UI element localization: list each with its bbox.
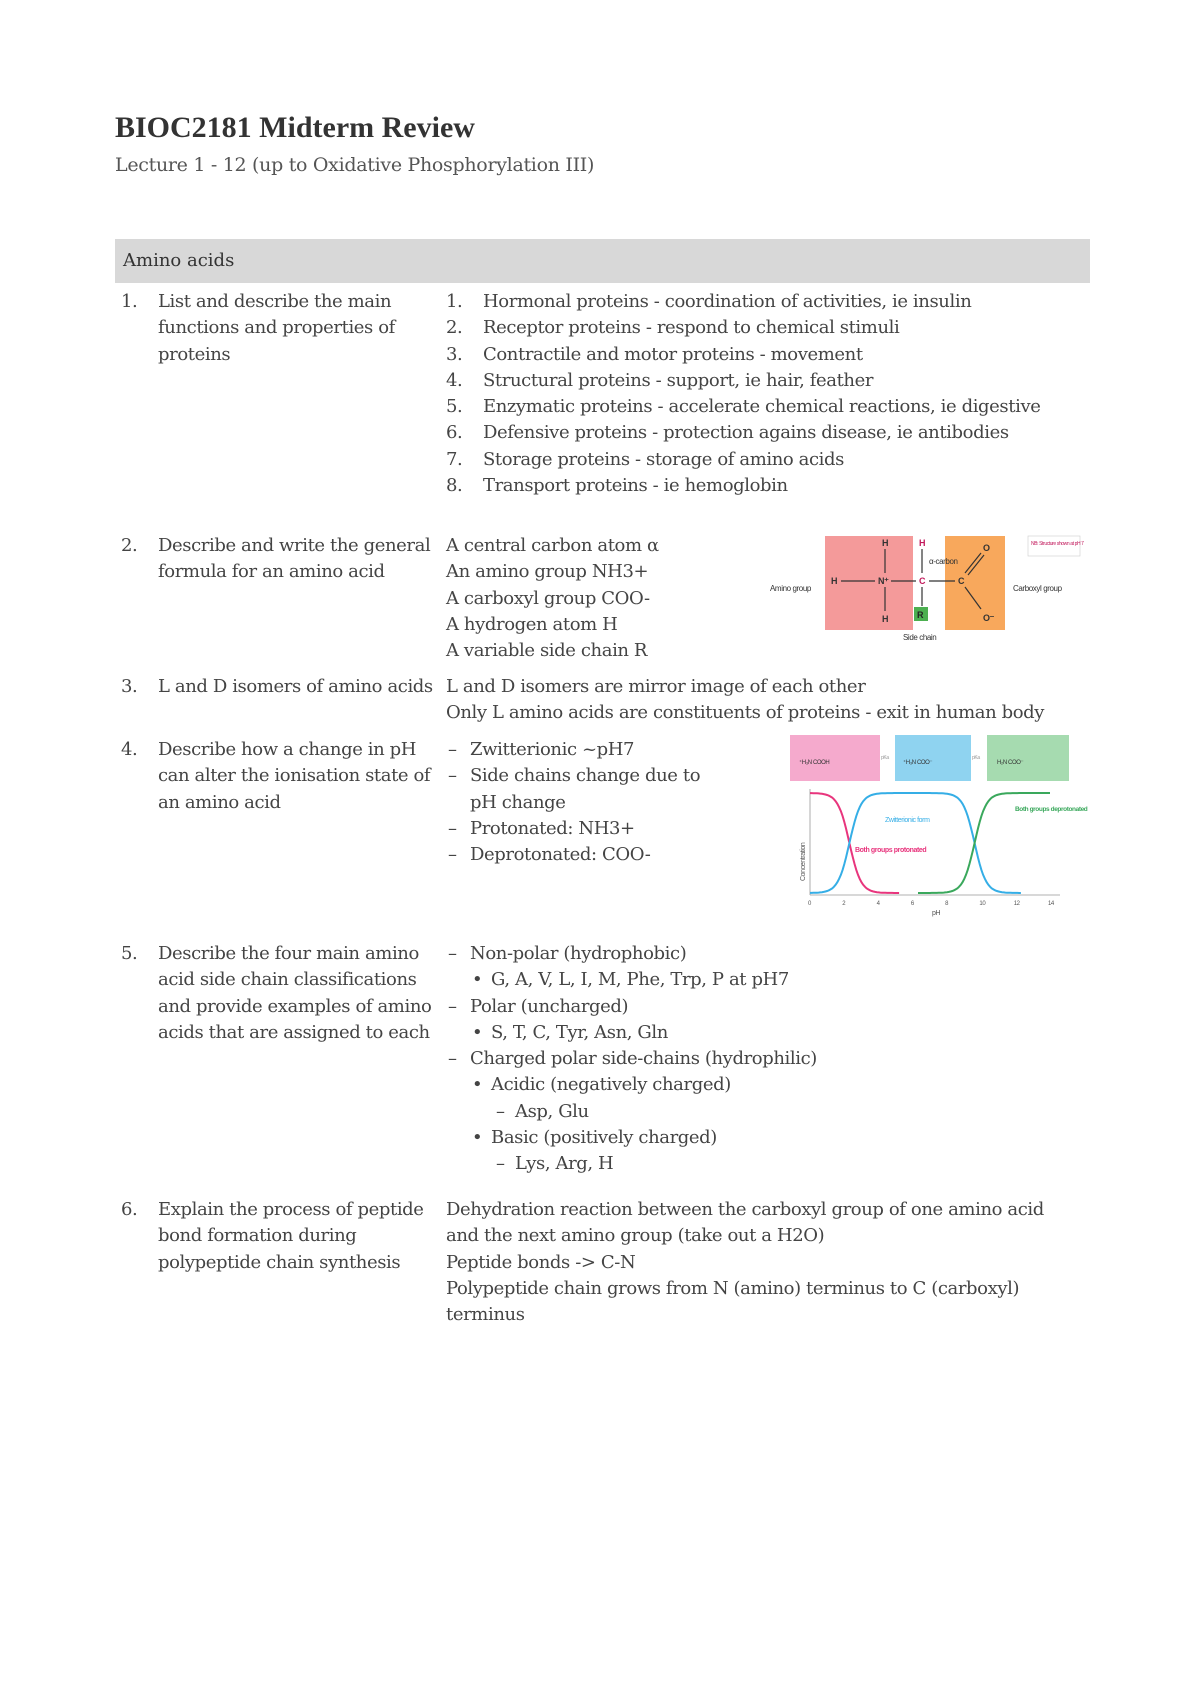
deprotonated-box xyxy=(987,735,1069,781)
structure-label: H₂N COO⁻ xyxy=(997,760,1024,766)
x-tick-label: 4 xyxy=(876,901,880,907)
structure-label: ⁺H₃N COO⁻ xyxy=(903,760,933,766)
protonated-box xyxy=(790,735,880,781)
list-item: • S, T, C, Tyr, Asn, Gln xyxy=(446,1020,1086,1046)
list-item: 5. Enzymatic proteins - accelerate chemical reactions, ie digestive xyxy=(446,396,1041,418)
atom-label: O⁻ xyxy=(983,613,994,623)
protonated-label: Both groups protonated xyxy=(855,847,927,854)
deprotonated-label: Both groups deprotonated xyxy=(1015,806,1088,813)
question-text: List and describe the main functions and properties of proteins xyxy=(158,291,395,365)
carboxyl-group-box xyxy=(945,536,1005,630)
document-page: BIOC2181 Midterm Review Lecture 1 - 12 (up to Oxidative Phosphorylation III) Amino acids 1. List and describe the main functions and properties of proteins 1. Hormonal proteins - coordination of activities, ie insulin 2. Receptor proteins - respond to chemical stimuli 3. Contractile and motor proteins - movement 4. Structural proteins - support, ie hair, feather 5. Enzymatic proteins - accelerate chemical reactions, ie digestive 6. Defensive proteins - protection agains disease, ie antibodies 7. Storage proteins - storage of amino acids 8. Transport proteins - ie hemoglobin 2. Describe and write the general formula for an amino acid A central carbon atom α An amino group NH3+ A carboxyl group COO- A hydrogen atom H A variable side chain R Amino group Carboxyl group H H H N⁺ H C R C O O⁻ α-carbon Side chain NB: Structure shown at pH 7 3. L and D isomers of amino acids L and D isomers are mirror image of each other Only L amino acids are constituents of proteins - exit in human body 4. Describe how a change in pH can alter the ionisation state of an amino acid – Zwitterionic ~pH7 – Side chains change due to pH change – Protonated: NH3+ – Deprotonated: COO- ⁺H₃N COOH ⁺H₃N COO⁻ H₂N COO⁻ pKa pKa Concentration 0 2 4 6 8 10 12 14 pH Zwitterionic form Both groups protonated Both groups deprotonated 5. Describe the four main amino acid side chain classifications and provide examples of amino acids that are assigned to each – Non-polar (hydrophobic) • G, A, V, L, I, M, Phe, Trp, P at pH7 – Polar (uncharged) • S, T, C, Tyr, Asn, Gln – Charged polar side-chains (hydrophilic) • Acidic (negatively charged) – Asp, Glu • Basic (positively charged) – Lys, Arg, H 6. Explain the process of peptide bond formation during polypeptide chain synthesis Dehydration reaction between the carboxyl group of one amino acid and the next amino group (take out a H2O) Peptide bonds -> C-N Polypeptide chain grows from N (amino) terminus to C (carboxyl) terminus xyxy=(115,110,1090,178)
atom-label: H xyxy=(831,576,838,586)
list-item: 7. Storage proteins - storage of amino acids xyxy=(446,448,844,470)
x-tick-label: 10 xyxy=(979,901,986,907)
answer-cell: A central carbon atom α An amino group NH3+ A carboxyl group COO- A hydrogen atom H A variable side chain R xyxy=(446,535,659,662)
answer-cell xyxy=(446,289,1086,499)
atom-label: H xyxy=(882,538,889,548)
answer-cell: L and D isomers are mirror image of each other Only L amino acids are constituents of proteins - exit in human body xyxy=(446,676,1045,724)
atom-label: N⁺ xyxy=(878,576,889,586)
list-item: – Deprotonated: COO- xyxy=(446,842,726,868)
list-item: 2. Receptor proteins - respond to chemical stimuli xyxy=(446,317,900,339)
list-item: – Asp, Glu xyxy=(446,1099,1086,1125)
list-item: 4. Structural proteins - support, ie hair, feather xyxy=(446,369,874,391)
atom-label: C xyxy=(958,576,965,586)
zwitterionic-label: Zwitterionic form xyxy=(885,817,930,824)
structure-note: NB: Structure shown at pH 7 xyxy=(1031,541,1084,547)
list-item: • G, A, V, L, I, M, Phe, Trp, P at pH7 xyxy=(446,967,1086,993)
ionisation-figure xyxy=(765,731,1090,921)
arrow-label: pKa xyxy=(881,755,889,761)
list-item: – Lys, Arg, H xyxy=(446,1151,1086,1177)
x-tick-label: 14 xyxy=(1048,901,1054,907)
list-item: – Non-polar (hydrophobic) xyxy=(446,941,1086,967)
list-item: – Protonated: NH3+ xyxy=(446,816,726,842)
structure-label: ⁺H₃N COOH xyxy=(799,760,830,766)
x-axis-label: pH xyxy=(932,910,941,917)
atom-label: O xyxy=(983,543,990,553)
list-item: • Basic (positively charged) xyxy=(446,1125,1086,1151)
arrow-label: pKa xyxy=(972,755,980,761)
list-item: 3. Contractile and motor proteins - movement xyxy=(446,343,863,365)
document-subtitle: Lecture 1 - 12 (up to Oxidative Phosphorylation III) xyxy=(115,154,595,176)
list-item: • Acidic (negatively charged) xyxy=(446,1072,1086,1098)
x-tick-label: 8 xyxy=(945,901,949,907)
list-item: – Polar (uncharged) xyxy=(446,994,1086,1020)
answer-cell xyxy=(446,737,726,868)
answer-cell xyxy=(446,941,1086,1178)
carboxyl-group-label: Carboxyl group xyxy=(1013,584,1062,593)
list-item: 6. Defensive proteins - protection agains disease, ie antibodies xyxy=(446,422,1009,444)
x-axis-ticks xyxy=(808,901,1055,907)
x-tick-label: 0 xyxy=(808,901,811,907)
amino-group-label: Amino group xyxy=(770,584,811,593)
zwitterion-box xyxy=(895,735,971,781)
y-axis-label: Concentration xyxy=(800,842,807,881)
x-tick-label: 6 xyxy=(910,901,914,907)
section-header: Amino acids xyxy=(115,239,1090,283)
atom-label: H xyxy=(919,538,926,548)
document-title: BIOC2181 Midterm Review xyxy=(115,111,475,144)
amino-group-box xyxy=(825,536,913,630)
list-item: 8. Transport proteins - ie hemoglobin xyxy=(446,475,788,497)
atom-label: C xyxy=(919,576,926,586)
amino-acid-structure-figure xyxy=(765,527,1090,647)
list-item: – Side chains change due to pH change xyxy=(446,763,726,816)
atom-label: R xyxy=(917,610,924,620)
question-number: 1. xyxy=(121,291,138,312)
answer-cell: Dehydration reaction between the carboxyl group of one amino acid and the next amino group (take out a H2O) Peptide bonds -> C-N Polypeptide chain grows from N (amino) terminus to C (carboxyl) terminus xyxy=(446,1199,1044,1326)
alpha-carbon-label: α-carbon xyxy=(929,557,958,566)
list-item: – Zwitterionic ~pH7 xyxy=(446,737,726,763)
atom-label: H xyxy=(882,614,889,624)
side-chain-label: Side chain xyxy=(903,633,937,642)
x-tick-label: 2 xyxy=(842,901,846,907)
zwitterion-curve xyxy=(810,793,1021,893)
x-tick-label: 12 xyxy=(1013,901,1020,907)
protonated-curve xyxy=(810,793,899,893)
list-item: 1. Hormonal proteins - coordination of activities, ie insulin xyxy=(446,291,972,312)
list-item: – Charged polar side-chains (hydrophilic) xyxy=(446,1046,1086,1072)
